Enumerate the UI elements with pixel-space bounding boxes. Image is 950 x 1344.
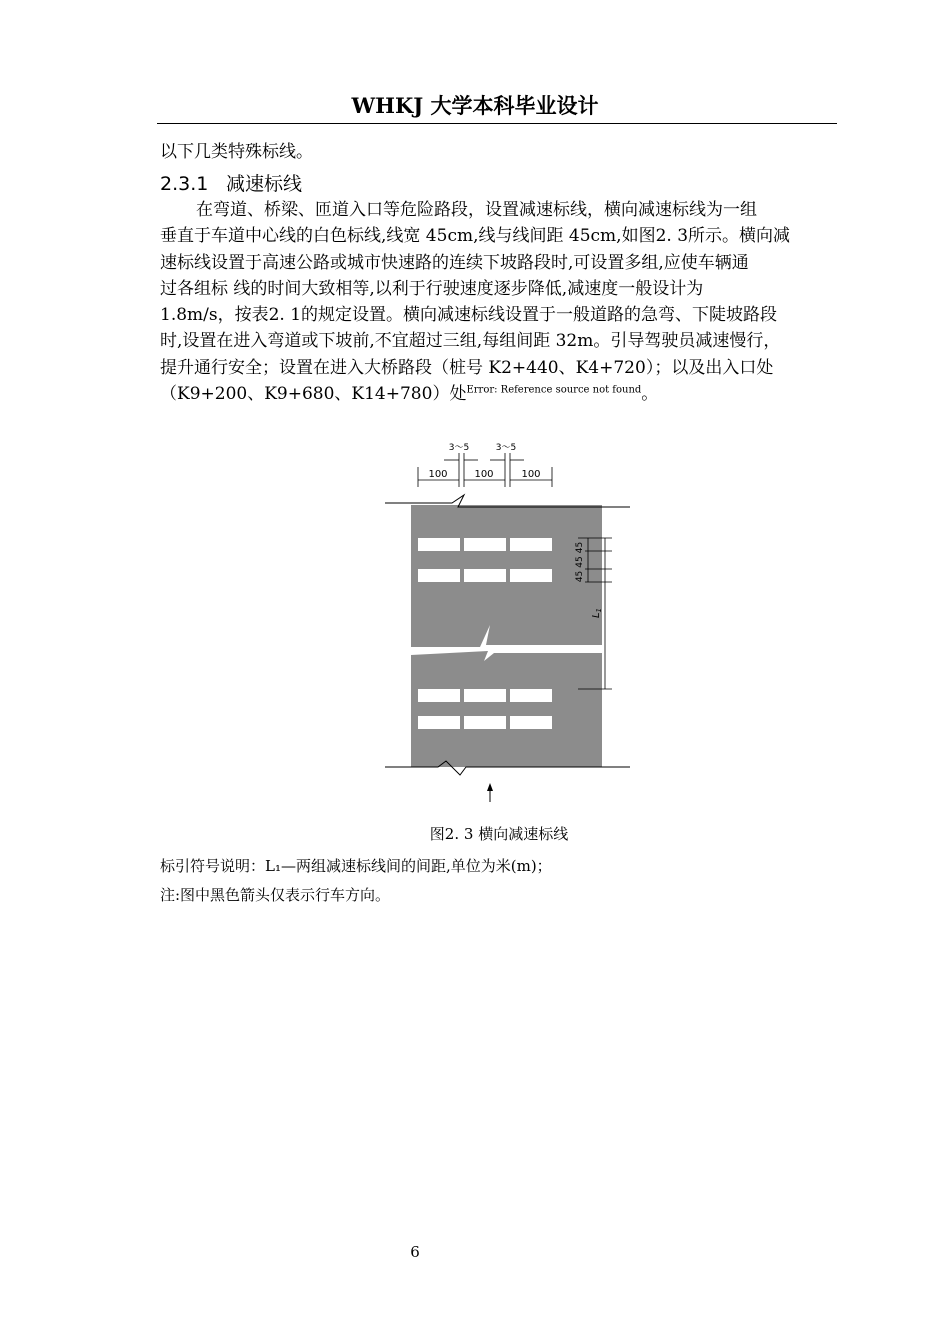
marking-stripe — [510, 538, 552, 551]
dim-gap-label: 3～5 — [495, 443, 517, 453]
dim-width-label: 100 — [474, 469, 494, 480]
section-heading — [160, 171, 302, 197]
marking-stripe — [510, 716, 552, 729]
dim-width-label: 100 — [428, 469, 448, 480]
marking-stripe — [418, 569, 460, 582]
marking-stripe — [510, 569, 552, 582]
paragraph-line: 过各组标 线的时间大致相等,以利于行驶速度逐步降低,减速度一般设计为 — [160, 278, 704, 299]
reference-error: Error: Reference source not found — [466, 384, 642, 396]
marking-stripe — [464, 538, 506, 551]
dim-spacing-label — [575, 542, 585, 582]
page-number: 6 — [410, 1243, 420, 1261]
header-rule — [157, 123, 837, 124]
marking-stripe — [464, 569, 506, 582]
paragraph-line: 1.8m/s，按表2. 1的规定设置。横向减速标线设置于一般道路的急弯、下陡坡路段 — [160, 305, 778, 326]
marking-stripe — [464, 689, 506, 702]
marking-stripe — [464, 716, 506, 729]
paragraph-end: 。 — [641, 384, 659, 405]
paragraph-last-text: （K9+200、K9+680、K14+780）处 — [160, 384, 467, 405]
paragraph-line: 垂直于车道中心线的白色标线,线宽 45cm,线与线间距 45cm,如图2. 3所示。横向减 — [160, 226, 791, 247]
dim-spacing-1: 45 — [575, 570, 585, 583]
body-paragraph — [160, 197, 840, 407]
figure-caption: 图2. 3 横向减速标线 — [429, 825, 569, 843]
dim-spacing-3: 45 — [575, 541, 585, 554]
dim-length-label: $L_1$ — [591, 607, 603, 619]
paragraph-line: 提升通行安全；设置在进入大桥路段（桩号 K2+440、K4+720）；以及出入口处 — [160, 357, 774, 378]
dim-spacing-2: 45 — [575, 556, 585, 568]
paragraph-line: 速标线设置于高速公路或城市快速路的连续下坡路段时,可设置多组,应使车辆通 — [160, 252, 749, 273]
section-number: 2.3.1 — [160, 173, 209, 195]
legend-note: 标引符号说明：L₁—两组减速标线间的间距,单位为米(m)； — [160, 857, 552, 875]
direction-note: 注:图中黑色箭头仅表示行车方向。 — [160, 886, 391, 904]
deceleration-marking-figure — [380, 435, 630, 810]
marking-stripe — [418, 716, 460, 729]
paragraph-line-last — [160, 381, 840, 407]
marking-stripe — [510, 689, 552, 702]
page-header: WHKJ 大学本科毕业设计 — [351, 93, 599, 118]
direction-arrow-icon — [487, 783, 493, 791]
marking-stripe — [418, 689, 460, 702]
marking-stripe — [418, 538, 460, 551]
paragraph-line: 在弯道、桥梁、匝道入口等危险路段，设置减速标线，横向减速标线为一组 — [196, 200, 757, 220]
dim-width-label: 100 — [521, 469, 541, 480]
section-title: 减速标线 — [226, 173, 303, 195]
dim-gap-label: 3～5 — [448, 443, 470, 453]
paragraph-line: 时,设置在进入弯道或下坡前,不宜超过三组,每组间距 32m。引导驾驶员减速慢行， — [160, 331, 781, 352]
intro-line: 以下几类特殊标线。 — [160, 142, 313, 162]
